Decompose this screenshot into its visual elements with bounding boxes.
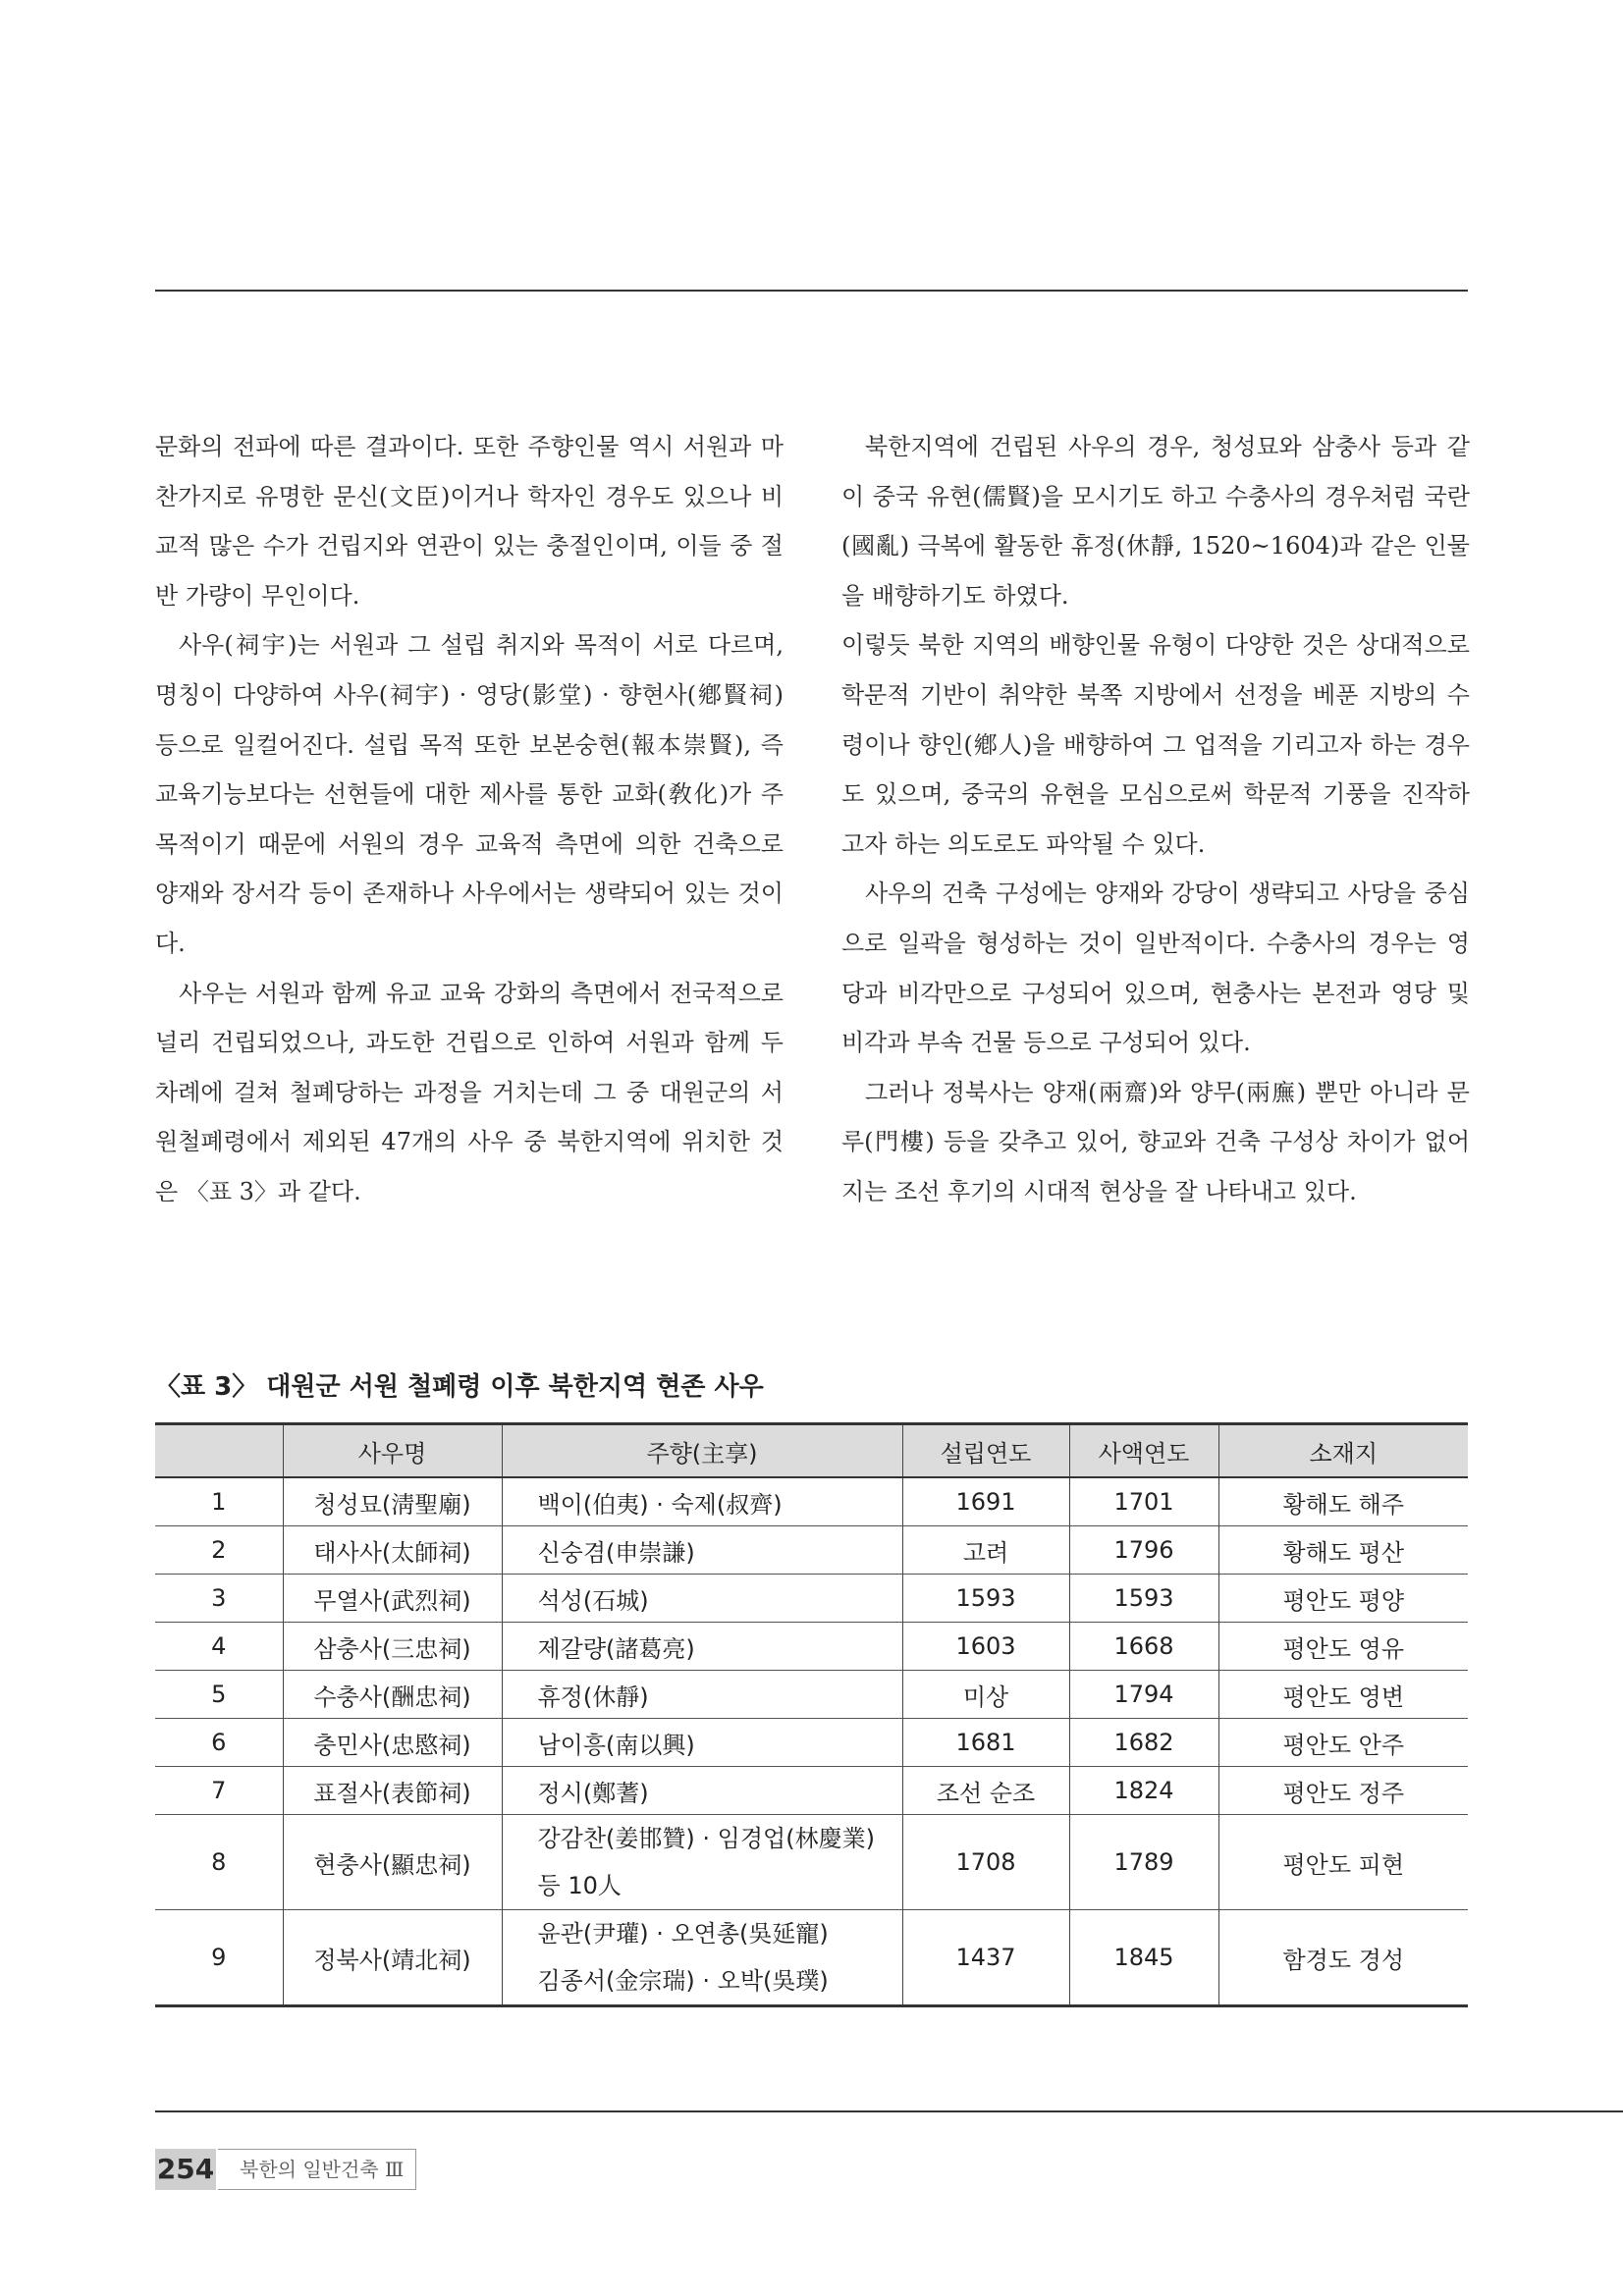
table-header-row bbox=[155, 1424, 1468, 1478]
footer-rule bbox=[155, 2110, 1623, 2112]
shrine-name: 수충사(酬忠祠) bbox=[283, 1671, 502, 1719]
enshrined-person bbox=[502, 1910, 902, 2006]
paragraph: 이렇듯 북한 지역의 배향인물 유형이 다양한 것은 상대적으로 학문적 기반이 취약한 북쪽 지방에서 선정을 베푼 지방의 수령이나 향인(鄕人)을 배향하여 그 업적을 기리고자 하는 경우도 있으며, 중국의 유현을 모심으로써 학문적 기풍을 진작하고자 하는 의도로도 파악될 수 있다. bbox=[841, 631, 1470, 858]
row-number: 1 bbox=[155, 1477, 283, 1526]
chartered-year: 1593 bbox=[1069, 1575, 1218, 1623]
founded-year: 1708 bbox=[902, 1815, 1069, 1910]
location: 황해도 해주 bbox=[1218, 1477, 1468, 1526]
location: 황해도 평산 bbox=[1218, 1526, 1468, 1575]
enshrined-line: 강감찬(姜邯贊) · 임경업(林慶業) bbox=[537, 1825, 875, 1852]
shrine-name: 충민사(忠愍祠) bbox=[283, 1719, 502, 1767]
header-cell: 설립연도 bbox=[902, 1424, 1069, 1478]
table-row bbox=[155, 1575, 1468, 1623]
enshrined-person: 휴정(休靜) bbox=[502, 1671, 902, 1719]
chartered-year: 1701 bbox=[1069, 1477, 1218, 1526]
table-row bbox=[155, 1623, 1468, 1671]
table-row bbox=[155, 1526, 1468, 1575]
location: 평안도 평양 bbox=[1218, 1575, 1468, 1623]
header-rule bbox=[155, 290, 1468, 292]
table-caption: 〈표 3〉 대원군 서원 철폐령 이후 북한지역 현존 사우 bbox=[155, 1372, 764, 1402]
shrine-name: 청성묘(淸聖廟) bbox=[283, 1477, 502, 1526]
founded-year: 1603 bbox=[902, 1623, 1069, 1671]
paragraph: 사우는 서원과 함께 유교 교육 강화의 측면에서 전국적으로 널리 건립되었으나, 과도한 건립으로 인하여 서원과 함께 두 차례에 걸쳐 철폐당하는 과정을 거치는데 그 중 대원군의 서원철폐령에서 제외된 47개의 사우 중 북한지역에 위치한 것은 〈표 3〉과 같다. bbox=[155, 979, 784, 1205]
header-cell: 소재지 bbox=[1218, 1424, 1468, 1478]
founded-year: 조선 순조 bbox=[902, 1767, 1069, 1815]
header-cell: 사우명 bbox=[283, 1424, 502, 1478]
chartered-year: 1682 bbox=[1069, 1719, 1218, 1767]
location: 평안도 정주 bbox=[1218, 1767, 1468, 1815]
enshrined-person: 신숭겸(申崇謙) bbox=[502, 1526, 902, 1575]
enshrined-person: 남이흥(南以興) bbox=[502, 1719, 902, 1767]
founded-year: 1691 bbox=[902, 1477, 1069, 1526]
header-cell bbox=[155, 1424, 283, 1478]
table-row bbox=[155, 1767, 1468, 1815]
location: 함경도 경성 bbox=[1218, 1910, 1468, 2006]
chartered-year: 1668 bbox=[1069, 1623, 1218, 1671]
enshrined-person bbox=[502, 1815, 902, 1910]
row-number: 5 bbox=[155, 1671, 283, 1719]
founded-year: 미상 bbox=[902, 1671, 1069, 1719]
shrine-table bbox=[155, 1422, 1468, 2007]
body-column-left bbox=[155, 422, 784, 1217]
table-row bbox=[155, 1671, 1468, 1719]
paragraph: 사우(祠宇)는 서원과 그 설립 취지와 목적이 서로 다르며, 명칭이 다양하여 사우(祠宇) · 영당(影堂) · 향현사(鄕賢祠) 등으로 일컬어진다. 설립 목적 또한 보본숭현(報本崇賢), 즉 교육기능보다는 선현들에 대한 제사를 통한 교화(敎化)가 주목적이기 때문에 서원의 경우 교육적 측면에 의한 건축으로 양재와 장서각 등이 존재하나 사우에서는 생략되어 있는 것이다. bbox=[155, 631, 784, 957]
table-row bbox=[155, 1815, 1468, 1910]
founded-year: 고려 bbox=[902, 1526, 1069, 1575]
row-number: 7 bbox=[155, 1767, 283, 1815]
chartered-year: 1789 bbox=[1069, 1815, 1218, 1910]
enshrined-line: 윤관(尹瓘) · 오연총(吳延寵) bbox=[537, 1920, 829, 1948]
row-number: 4 bbox=[155, 1623, 283, 1671]
row-number: 8 bbox=[155, 1815, 283, 1910]
shrine-name: 정북사(靖北祠) bbox=[283, 1910, 502, 2006]
page-number: 254 bbox=[155, 2149, 216, 2190]
header-cell: 주향(主享) bbox=[502, 1424, 902, 1478]
location: 평안도 영유 bbox=[1218, 1623, 1468, 1671]
table-row bbox=[155, 1719, 1468, 1767]
chartered-year: 1796 bbox=[1069, 1526, 1218, 1575]
shrine-name: 현충사(顯忠祠) bbox=[283, 1815, 502, 1910]
shrine-name: 무열사(武烈祠) bbox=[283, 1575, 502, 1623]
enshrined-person: 석성(石城) bbox=[502, 1575, 902, 1623]
enshrined-line: 김종서(金宗瑞) · 오박(吳璞) bbox=[537, 1967, 829, 1995]
row-number: 2 bbox=[155, 1526, 283, 1575]
chartered-year: 1794 bbox=[1069, 1671, 1218, 1719]
enshrined-person: 백이(伯夷) · 숙제(叔齊) bbox=[502, 1477, 902, 1526]
founded-year: 1437 bbox=[902, 1910, 1069, 2006]
paragraph: 사우의 건축 구성에는 양재와 강당이 생략되고 사당을 중심으로 일곽을 형성하는 것이 일반적이다. 수충사의 경우는 영당과 비각만으로 구성되어 있으며, 현충사는 본전과 영당 및 비각과 부속 건물 등으로 구성되어 있다. bbox=[841, 880, 1470, 1057]
row-number: 9 bbox=[155, 1910, 283, 2006]
location: 평안도 영변 bbox=[1218, 1671, 1468, 1719]
paragraph: 북한지역에 건립된 사우의 경우, 청성묘와 삼충사 등과 같이 중국 유현(儒賢)을 모시기도 하고 수충사의 경우처럼 국란(國亂) 극복에 활동한 휴정(休靜, 1520~1604)과 같은 인물을 배향하기도 하였다. bbox=[841, 433, 1470, 610]
body-column-right bbox=[841, 422, 1470, 1217]
header-cell: 사액연도 bbox=[1069, 1424, 1218, 1478]
table-row bbox=[155, 1910, 1468, 2006]
table-row bbox=[155, 1477, 1468, 1526]
shrine-name: 삼충사(三忠祠) bbox=[283, 1623, 502, 1671]
paragraph: 문화의 전파에 따른 결과이다. 또한 주향인물 역시 서원과 마찬가지로 유명한 문신(文臣)이거나 학자인 경우도 있으나 비교적 많은 수가 건립지와 연관이 있는 충절인이며, 이들 중 절반 가량이 무인이다. bbox=[155, 433, 784, 610]
location: 평안도 피현 bbox=[1218, 1815, 1468, 1910]
founded-year: 1593 bbox=[902, 1575, 1069, 1623]
enshrined-person: 제갈량(諸葛亮) bbox=[502, 1623, 902, 1671]
enshrined-line: 등 10人 bbox=[537, 1872, 622, 1899]
row-number: 6 bbox=[155, 1719, 283, 1767]
founded-year: 1681 bbox=[902, 1719, 1069, 1767]
location: 평안도 안주 bbox=[1218, 1719, 1468, 1767]
shrine-name: 태사사(太師祠) bbox=[283, 1526, 502, 1575]
chartered-year: 1845 bbox=[1069, 1910, 1218, 2006]
chartered-year: 1824 bbox=[1069, 1767, 1218, 1815]
shrine-name: 표절사(表節祠) bbox=[283, 1767, 502, 1815]
row-number: 3 bbox=[155, 1575, 283, 1623]
enshrined-person: 정시(鄭蓍) bbox=[502, 1767, 902, 1815]
running-title: 북한의 일반건축 Ⅲ bbox=[218, 2149, 416, 2190]
paragraph: 그러나 정북사는 양재(兩齋)와 양무(兩廡) 뿐만 아니라 문루(門樓) 등을 갖추고 있어, 향교와 건축 구성상 차이가 없어지는 조선 후기의 시대적 현상을 잘 나타내고 있다. bbox=[841, 1078, 1470, 1205]
